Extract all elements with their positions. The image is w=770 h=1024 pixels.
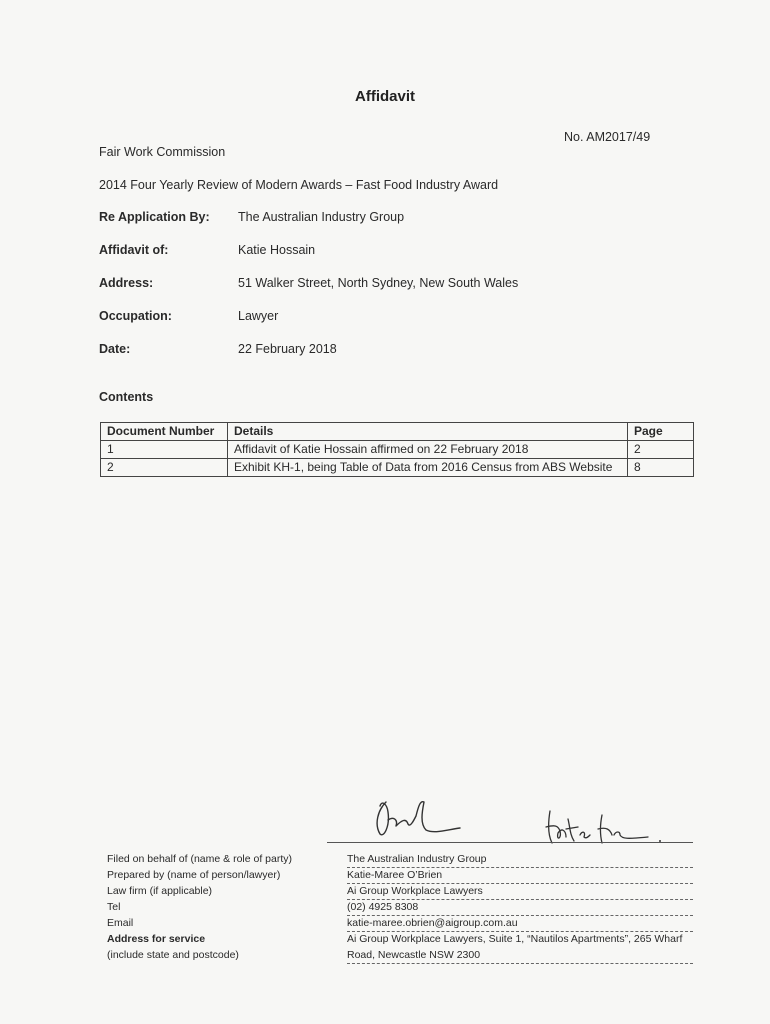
field-value-deponent: Katie Hossain	[238, 243, 316, 257]
contents-heading: Contents	[99, 390, 154, 404]
filing-row	[107, 897, 693, 913]
filing-label: Address for service	[107, 933, 206, 945]
filing-label: Email	[107, 917, 134, 929]
column-header-number: Document Number	[101, 423, 228, 441]
field-value-date: 22 February 2018	[238, 342, 337, 356]
field-value-applicant: The Australian Industry Group	[238, 210, 405, 224]
filing-label-note: (include state and postcode)	[107, 949, 239, 961]
column-header-page: Page	[628, 423, 694, 441]
cell-details: Affidavit of Katie Hossain affirmed on 22 February 2018	[228, 441, 628, 459]
table-header-row	[101, 423, 694, 441]
matter-title: 2014 Four Yearly Review of Modern Awards – Fast Food Industry Award	[99, 178, 499, 192]
filing-row	[107, 881, 693, 897]
filing-row	[107, 929, 693, 961]
cell-page: 8	[628, 459, 694, 477]
field-label-deponent: Affidavit of:	[99, 243, 169, 257]
filing-label-block	[107, 931, 239, 963]
filing-row	[107, 913, 693, 929]
filing-details	[107, 849, 693, 961]
filing-label: Tel	[107, 901, 121, 913]
document-number: No. AM2017/49	[564, 130, 651, 144]
table-row	[101, 441, 694, 459]
filing-label: Prepared by (name of person/lawyer)	[107, 869, 281, 881]
witness-signature	[368, 790, 468, 840]
filing-value: (02) 4925 8308	[347, 899, 693, 916]
filing-value: Ai Group Workplace Lawyers, Suite 1, “Nautilos Apartments”, 265 Wharf Road, Newcastle NSW 2300	[347, 931, 693, 964]
filing-value: The Australian Industry Group	[347, 851, 693, 868]
signature-divider	[327, 842, 693, 843]
field-label-occupation: Occupation:	[99, 309, 172, 323]
tribunal-name: Fair Work Commission	[99, 145, 226, 159]
filing-value: katie-maree.obrien@aigroup.com.au	[347, 915, 693, 932]
field-label-applicant: Re Application By:	[99, 210, 210, 224]
field-value-occupation: Lawyer	[238, 309, 279, 323]
document-title: Affidavit	[355, 88, 415, 105]
field-label-address: Address:	[99, 276, 154, 290]
column-header-details: Details	[228, 423, 628, 441]
filing-value: Ai Group Workplace Lawyers	[347, 883, 693, 900]
field-label-date: Date:	[99, 342, 131, 356]
cell-page: 2	[628, 441, 694, 459]
contents-table	[100, 422, 694, 477]
table-row	[101, 459, 694, 477]
cell-number: 1	[101, 441, 228, 459]
field-value-address: 51 Walker Street, North Sydney, New South Wales	[238, 276, 519, 290]
filing-label: Law firm (if applicable)	[107, 885, 213, 897]
filing-label: Filed on behalf of (name & role of party)	[107, 853, 293, 865]
cell-details: Exhibit KH-1, being Table of Data from 2016 Census from ABS Website	[228, 459, 628, 477]
filing-row	[107, 865, 693, 881]
filing-row	[107, 849, 693, 865]
filing-value: Katie-Maree O’Brien	[347, 867, 693, 884]
cell-number: 2	[101, 459, 228, 477]
